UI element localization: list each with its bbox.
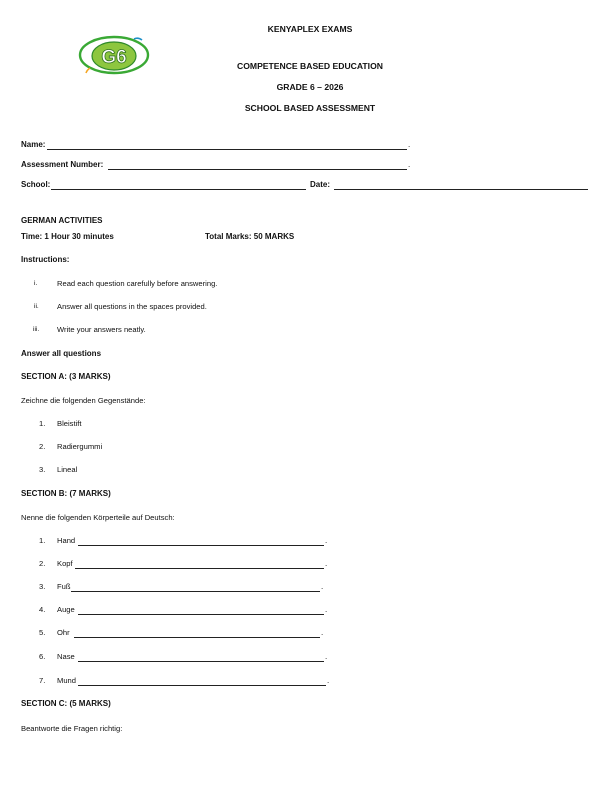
answer-terminator: . — [321, 582, 324, 591]
section-a-prompt: Zeichne die folgenden Gegenstände: — [21, 396, 146, 405]
assessment-number-terminator: . — [408, 160, 411, 169]
school-label: School: — [21, 180, 51, 189]
instructions-title: Instructions: — [21, 255, 70, 264]
answer-terminator: . — [327, 676, 330, 685]
section-b-item-number: 5. — [39, 628, 46, 637]
header-org: KENYAPLEX EXAMS — [267, 24, 353, 34]
logo — [78, 34, 150, 76]
section-b-item: Fuß — [57, 582, 71, 591]
section-b-item-number: 1. — [39, 536, 46, 545]
assessment-number-label: Assessment Number: — [21, 160, 104, 169]
answer-line[interactable] — [74, 637, 320, 638]
section-a-item-number: 1. — [39, 419, 46, 428]
answer-terminator: . — [321, 628, 324, 637]
instruction-marker: ii. — [34, 303, 39, 310]
instruction-text: Answer all questions in the spaces provided. — [57, 302, 207, 311]
section-b-item: Ohr — [57, 628, 70, 637]
answer-line[interactable] — [78, 685, 326, 686]
section-b-item-number: 7. — [39, 676, 46, 685]
section-a-title: SECTION A: (3 MARKS) — [21, 372, 111, 381]
answer-line[interactable] — [71, 591, 320, 592]
answer-line[interactable] — [78, 545, 324, 546]
answer-terminator: . — [325, 536, 328, 545]
answer-line[interactable] — [78, 661, 324, 662]
assessment-number-input-line[interactable] — [108, 169, 407, 170]
section-a-item-number: 2. — [39, 442, 46, 451]
section-b-item-number: 3. — [39, 582, 46, 591]
answer-line[interactable] — [75, 568, 324, 569]
exam-time: Time: 1 Hour 30 minutes — [21, 232, 114, 241]
section-b-prompt: Nenne die folgenden Körperteile auf Deutsch: — [21, 513, 175, 522]
answer-terminator: . — [325, 652, 328, 661]
section-b-item-number: 2. — [39, 559, 46, 568]
section-a-item-number: 3. — [39, 465, 46, 474]
name-terminator: . — [408, 140, 411, 149]
section-a-item: Radiergummi — [57, 442, 103, 451]
answer-all-heading: Answer all questions — [21, 349, 102, 358]
section-b-item: Auge — [57, 605, 75, 614]
logo-graphic — [78, 34, 150, 76]
logo-text: G6 — [101, 47, 127, 68]
name-label: Name: — [21, 140, 46, 149]
answer-terminator: . — [325, 559, 328, 568]
instruction-text: Read each question carefully before answering. — [57, 279, 218, 288]
section-b-item: Nase — [57, 652, 75, 661]
instruction-marker: iii. — [33, 326, 40, 333]
header-grade: GRADE 6 – 2026 — [276, 82, 344, 92]
instruction-marker: i. — [34, 280, 38, 287]
school-input-line[interactable] — [51, 189, 306, 190]
date-input-line[interactable] — [334, 189, 588, 190]
instruction-text: Write your answers neatly. — [57, 325, 146, 334]
answer-line[interactable] — [78, 614, 324, 615]
subject-title: GERMAN ACTIVITIES — [21, 216, 103, 225]
header-program: COMPETENCE BASED EDUCATION — [237, 61, 383, 71]
section-b-item: Kopf — [57, 559, 73, 568]
section-b-title: SECTION B: (7 MARKS) — [21, 489, 111, 498]
section-c-prompt: Beantworte die Fragen richtig: — [21, 724, 123, 733]
section-b-item: Hand — [57, 536, 76, 545]
section-b-item: Mund — [57, 676, 76, 685]
exam-total-marks: Total Marks: 50 MARKS — [205, 232, 295, 241]
section-b-item-number: 4. — [39, 605, 46, 614]
section-a-item: Bleistift — [57, 419, 82, 428]
section-b-item-number: 6. — [39, 652, 46, 661]
name-input-line[interactable] — [47, 149, 407, 150]
date-label: Date: — [310, 180, 331, 189]
section-a-item: Lineal — [57, 465, 78, 474]
section-c-title: SECTION C: (5 MARKS) — [21, 699, 111, 708]
answer-terminator: . — [325, 605, 328, 614]
header-assessment: SCHOOL BASED ASSESSMENT — [244, 103, 376, 113]
